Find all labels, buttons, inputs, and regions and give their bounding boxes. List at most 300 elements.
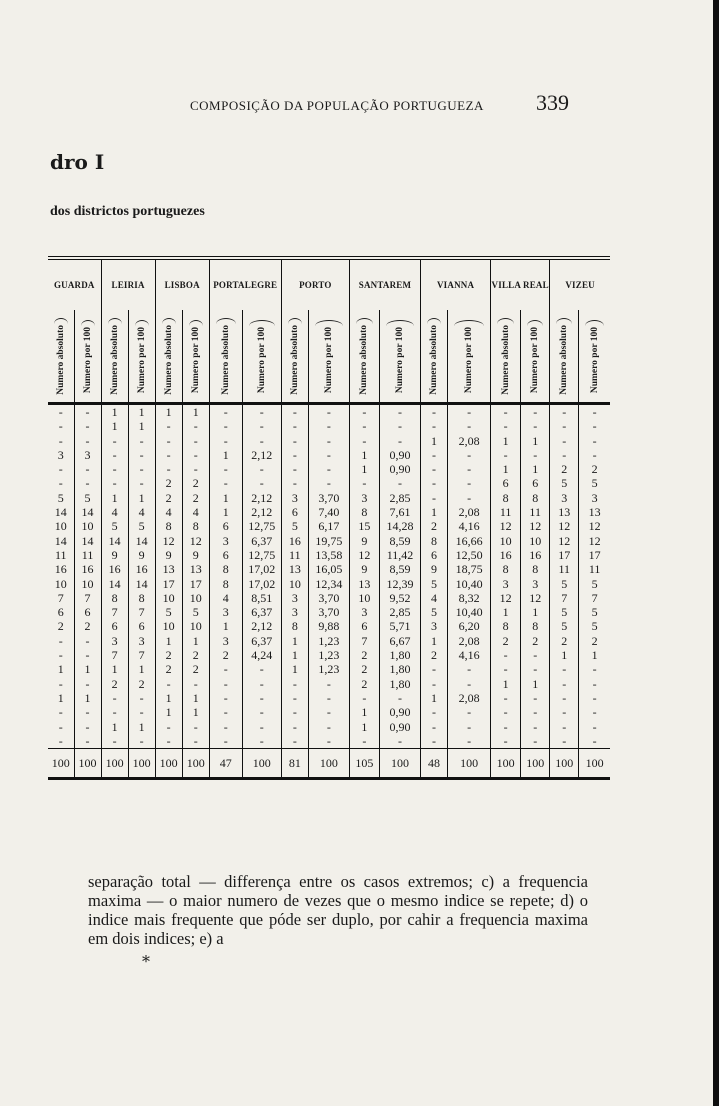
table-cell: - — [579, 662, 610, 676]
table-cell: 0,90 — [379, 705, 420, 719]
table-cell: 9,88 — [308, 619, 349, 633]
table-cell: - — [209, 662, 242, 676]
table-cell: 2,08 — [448, 505, 491, 519]
table-cell: 5 — [182, 605, 209, 619]
table-cell: 10 — [182, 619, 209, 633]
table-cell: 1,80 — [379, 662, 420, 676]
table-cell: - — [491, 734, 521, 749]
table-cell: 3 — [281, 605, 308, 619]
brace-mark — [380, 317, 420, 327]
column-header-label: Numero por 100 — [530, 326, 541, 394]
table-row — [48, 577, 610, 591]
table-cell: - — [74, 462, 101, 476]
table-cell: 2 — [349, 662, 379, 676]
table-cell: 11 — [550, 562, 579, 576]
table-cell: 8,59 — [379, 562, 420, 576]
table-cell: 3 — [101, 634, 128, 648]
table-row — [48, 720, 610, 734]
table-cell: - — [579, 677, 610, 691]
table-cell: 6,37 — [242, 634, 281, 648]
table-cell: 7 — [550, 591, 579, 605]
table-cell: 13,58 — [308, 548, 349, 562]
brace-mark — [48, 315, 74, 325]
table-cell: 16,66 — [448, 534, 491, 548]
table-cell: 7,40 — [308, 505, 349, 519]
table-cell: 5 — [550, 605, 579, 619]
table-cell: - — [155, 720, 182, 734]
table-cell: - — [74, 476, 101, 490]
table-cell: 2 — [579, 634, 610, 648]
column-header-absolute — [349, 310, 379, 404]
table-cell: 5 — [421, 577, 448, 591]
table-cell: 2 — [579, 462, 610, 476]
total-cell: 100 — [550, 749, 579, 779]
table-cell: 12 — [579, 519, 610, 533]
table-cell: 2 — [155, 491, 182, 505]
brace-mark — [102, 315, 128, 325]
table-cell: - — [308, 462, 349, 476]
table-cell: 5 — [550, 476, 579, 490]
table-cell: - — [491, 648, 521, 662]
brace-mark — [579, 317, 610, 327]
total-cell: 47 — [209, 749, 242, 779]
table-cell: 1 — [491, 605, 521, 619]
table-cell: 1 — [128, 491, 155, 505]
table-cell: 9 — [128, 548, 155, 562]
table-cell: 10 — [521, 534, 550, 548]
table-cell: 2,12 — [242, 448, 281, 462]
table-cell: 1 — [209, 491, 242, 505]
table-cell: 8 — [491, 619, 521, 633]
column-header-label: Numero absoluto — [359, 325, 370, 395]
table-cell: - — [521, 734, 550, 749]
table-cell: 8 — [521, 619, 550, 633]
table-cell: - — [448, 705, 491, 719]
table-cell: - — [448, 491, 491, 505]
table-cell: 4,24 — [242, 648, 281, 662]
table-subcaption: dos districtos portuguezes — [50, 204, 205, 219]
table-cell: - — [155, 677, 182, 691]
table-cell: 1 — [349, 448, 379, 462]
brace-mark — [448, 317, 490, 327]
table-cell: - — [155, 734, 182, 749]
table-cell: - — [58, 405, 63, 419]
table-cell: - — [579, 419, 610, 433]
table-cell: - — [550, 691, 579, 705]
table-cell: 17 — [155, 577, 182, 591]
table-cell: 2,85 — [379, 605, 420, 619]
table-cell: 4 — [421, 591, 448, 605]
table-row — [48, 619, 610, 633]
district-header: SANTAREM — [349, 258, 420, 310]
table-cell: - — [281, 720, 308, 734]
table-cell: 7 — [101, 648, 128, 662]
table-cell: 4 — [182, 505, 209, 519]
table-cell: 4,16 — [448, 519, 491, 533]
table-cell: - — [448, 462, 491, 476]
table-cell: 5 — [579, 476, 610, 490]
table-cell: - — [521, 648, 550, 662]
table-cell: 2 — [74, 619, 101, 633]
table-cell: - — [421, 662, 448, 676]
table-cell: - — [209, 677, 242, 691]
total-cell: 100 — [101, 749, 128, 779]
table-cell: - — [521, 691, 550, 705]
table-cell: - — [182, 434, 209, 448]
table-cell: 10 — [155, 619, 182, 633]
table-cell: - — [281, 705, 308, 719]
table-cell: 1 — [128, 662, 155, 676]
table-row — [48, 476, 610, 490]
table-row — [48, 648, 610, 662]
table-cell: 5 — [579, 577, 610, 591]
table-cell: 3 — [209, 605, 242, 619]
table-cell: 4,16 — [448, 648, 491, 662]
table-cell: - — [74, 677, 101, 691]
table-row — [48, 591, 610, 605]
table-cell: - — [58, 633, 63, 648]
district-table — [48, 256, 610, 780]
table-cell: - — [281, 448, 308, 462]
table-cell: - — [349, 734, 379, 749]
total-cell: 100 — [155, 749, 182, 779]
table-cell: 1 — [421, 691, 448, 705]
table-cell: - — [74, 705, 101, 719]
table-cell: 5,71 — [379, 619, 420, 633]
table-cell: - — [491, 720, 521, 734]
table-cell: - — [421, 404, 448, 420]
table-cell: 1 — [349, 720, 379, 734]
table-cell: 1 — [101, 720, 128, 734]
table-cell: - — [308, 476, 349, 490]
brace-mark — [282, 315, 308, 325]
table-row — [48, 534, 610, 548]
table-cell: - — [281, 404, 308, 420]
table-cell: 12,50 — [448, 548, 491, 562]
table-cell: 1 — [182, 691, 209, 705]
table-cell: 1 — [182, 404, 209, 420]
table-cell: 3 — [74, 448, 101, 462]
table-cell: - — [448, 720, 491, 734]
table-cell: - — [242, 434, 281, 448]
district-header: PORTO — [281, 258, 349, 310]
table-cell: 1 — [209, 505, 242, 519]
table-cell: 1 — [128, 419, 155, 433]
table-cell: - — [550, 734, 579, 749]
table-cell: 1 — [521, 677, 550, 691]
table-row — [48, 462, 610, 476]
table-cell: 8 — [209, 577, 242, 591]
table-cell: 5 — [101, 519, 128, 533]
table-cell: - — [58, 676, 63, 691]
table-cell: - — [281, 734, 308, 749]
table-cell: - — [128, 476, 155, 490]
table-cell: - — [101, 462, 128, 476]
table-cell: 6 — [57, 605, 64, 620]
table-cell: 9 — [349, 534, 379, 548]
table-cell: 1 — [521, 434, 550, 448]
table-cell: - — [521, 448, 550, 462]
table-cell: 1 — [421, 505, 448, 519]
footnote-mark: * — [142, 952, 150, 971]
table-cell: 19,75 — [308, 534, 349, 548]
table-cell: 2 — [182, 648, 209, 662]
table-cell: 7 — [101, 605, 128, 619]
table-cell: - — [421, 448, 448, 462]
table-cell: 10 — [54, 576, 67, 591]
table-cell: 0,90 — [379, 462, 420, 476]
table-cell: 2 — [421, 519, 448, 533]
table-cell: - — [579, 720, 610, 734]
table-cell: 3 — [128, 634, 155, 648]
table-cell: - — [74, 634, 101, 648]
table-row — [48, 404, 610, 420]
total-cell: 100 — [182, 749, 209, 779]
table-cell: - — [281, 691, 308, 705]
table-cell: 3 — [421, 619, 448, 633]
table-row — [48, 662, 610, 676]
column-header-absolute — [281, 310, 308, 404]
table-cell: - — [379, 734, 420, 749]
table-cell: 6,37 — [242, 605, 281, 619]
table-row — [48, 548, 610, 562]
table-cell: - — [448, 677, 491, 691]
table-cell: 2 — [57, 619, 64, 634]
brace-mark — [183, 317, 209, 327]
table-cell: 13 — [155, 562, 182, 576]
total-cell: 100 — [242, 749, 281, 779]
table-cell: 10,40 — [448, 577, 491, 591]
table-cell: 1 — [349, 705, 379, 719]
table-cell: - — [491, 691, 521, 705]
table-cell: - — [421, 677, 448, 691]
table-cell: 7 — [128, 648, 155, 662]
table-cell: - — [308, 720, 349, 734]
table-cell: 12 — [550, 534, 579, 548]
table-cell: 12 — [521, 519, 550, 533]
table-cell: 1 — [349, 462, 379, 476]
table-cell: 1 — [281, 662, 308, 676]
table-cell: - — [101, 705, 128, 719]
table-cell: 2 — [182, 662, 209, 676]
table-cell: - — [421, 491, 448, 505]
table-cell: 8 — [101, 591, 128, 605]
table-cell: - — [182, 419, 209, 433]
total-cell: 100 — [448, 749, 491, 779]
table-row — [48, 562, 610, 576]
table-row — [48, 691, 610, 705]
table-cell: 10 — [54, 519, 67, 534]
table-row — [48, 705, 610, 719]
table-cell: - — [128, 462, 155, 476]
table-cell: - — [209, 720, 242, 734]
table-row — [48, 434, 610, 448]
table-cell: 2 — [349, 677, 379, 691]
table-cell: 8 — [182, 519, 209, 533]
column-header-absolute — [48, 310, 74, 404]
table-cell: 4 — [209, 591, 242, 605]
table-cell: - — [349, 419, 379, 433]
table-cell: 4 — [128, 505, 155, 519]
brace-mark — [210, 315, 242, 325]
district-header: PORTALEGRE — [209, 258, 281, 310]
table-cell: 6,17 — [308, 519, 349, 533]
table-cell: 10 — [74, 519, 101, 533]
table-cell: 6 — [128, 619, 155, 633]
table-cell: 11 — [521, 505, 550, 519]
table-cell: 16 — [491, 548, 521, 562]
table-cell: 3 — [349, 491, 379, 505]
table-cell: - — [242, 462, 281, 476]
table-cell: 5 — [579, 605, 610, 619]
table-cell: - — [379, 419, 420, 433]
table-cell: 6 — [281, 505, 308, 519]
column-header-label: Numero por 100 — [136, 326, 147, 394]
table-cell: - — [281, 462, 308, 476]
table-cell: 2 — [521, 634, 550, 648]
district-header: VILLA REAL — [491, 258, 550, 310]
table-cell: 8 — [521, 491, 550, 505]
table-cell: - — [550, 404, 579, 420]
table-cell: - — [379, 476, 420, 490]
table-cell: 0,90 — [379, 448, 420, 462]
table-cell: - — [579, 734, 610, 749]
table-cell: - — [242, 677, 281, 691]
table-cell: 1 — [421, 634, 448, 648]
table-cell: - — [74, 434, 101, 448]
column-header-row — [48, 310, 610, 404]
table-cell: 8 — [209, 562, 242, 576]
table-cell: - — [58, 419, 63, 434]
table-cell: 3 — [57, 447, 64, 462]
table-cell: - — [242, 476, 281, 490]
table-cell: - — [128, 691, 155, 705]
column-header-percent — [521, 310, 550, 404]
table-cell: - — [421, 705, 448, 719]
column-header-label: Numero por 100 — [323, 326, 334, 394]
table-cell: - — [58, 719, 63, 734]
table-cell: 12,75 — [242, 548, 281, 562]
table-cell: 2 — [209, 648, 242, 662]
total-cell: 100 — [48, 749, 74, 779]
table-cell: - — [491, 705, 521, 719]
table-cell: 1,23 — [308, 648, 349, 662]
table-cell: - — [209, 476, 242, 490]
table-cell: - — [579, 705, 610, 719]
table-cell: 11 — [491, 505, 521, 519]
table-cell: - — [421, 419, 448, 433]
table-cell: 10 — [349, 591, 379, 605]
table-cell: - — [521, 419, 550, 433]
table-cell: 14 — [101, 577, 128, 591]
table-cell: 1 — [101, 662, 128, 676]
table-cell: - — [58, 433, 63, 448]
table-cell: 3,70 — [308, 491, 349, 505]
brace-mark — [75, 317, 101, 327]
table-cell: - — [281, 434, 308, 448]
table-cell: - — [74, 404, 101, 420]
table-cell: 14 — [128, 577, 155, 591]
table-cell: - — [58, 648, 63, 663]
district-header-row — [48, 258, 610, 310]
table-cell: 2 — [349, 648, 379, 662]
table-cell: - — [101, 476, 128, 490]
table-cell: 17 — [182, 577, 209, 591]
table-cell: 13 — [349, 577, 379, 591]
table-cell: - — [579, 691, 610, 705]
table-cell: 2,12 — [242, 491, 281, 505]
brace-mark — [521, 317, 549, 327]
table-cell: 12 — [491, 519, 521, 533]
table-cell: 16 — [101, 562, 128, 576]
district-header: VIZEU — [550, 258, 610, 310]
table-cell: 1,23 — [308, 634, 349, 648]
table-cell: 1 — [57, 662, 64, 677]
table-cell: 7,61 — [379, 505, 420, 519]
table-cell: - — [491, 419, 521, 433]
total-cell: 100 — [128, 749, 155, 779]
table-cell: - — [550, 419, 579, 433]
table-cell: 10 — [182, 591, 209, 605]
table-cell: 1,80 — [379, 677, 420, 691]
table-cell: 3 — [579, 491, 610, 505]
table-cell: 9,52 — [379, 591, 420, 605]
table-cell: 13 — [550, 505, 579, 519]
table-cell: 12 — [521, 591, 550, 605]
table-cell: 10 — [281, 577, 308, 591]
table-cell: 6 — [209, 548, 242, 562]
table-cell: 1 — [209, 448, 242, 462]
table-cell: 2 — [550, 462, 579, 476]
page-edge — [713, 0, 719, 1106]
table-cell: - — [421, 720, 448, 734]
table-cell: 8,32 — [448, 591, 491, 605]
table-cell: 1 — [491, 462, 521, 476]
total-cell: 100 — [521, 749, 550, 779]
column-header-percent — [579, 310, 610, 404]
brace-mark — [243, 317, 281, 327]
table-cell: 12,34 — [308, 577, 349, 591]
running-title: COMPOSIÇÃO DA POPULAÇÃO PORTUGUEZA — [190, 98, 484, 113]
table-cell: 18,75 — [448, 562, 491, 576]
table-cell: - — [448, 404, 491, 420]
table-cell: 1 — [182, 634, 209, 648]
table-cell: - — [209, 404, 242, 420]
table-cell: 15 — [349, 519, 379, 533]
table-cell: - — [579, 434, 610, 448]
table-cell: 13 — [182, 562, 209, 576]
table-cell: - — [421, 734, 448, 749]
table-cell: 16 — [281, 534, 308, 548]
totals-row — [48, 749, 610, 779]
table-cell: - — [491, 662, 521, 676]
table-cell: - — [58, 733, 63, 748]
table-cell: 5 — [579, 619, 610, 633]
column-header-label: Numero por 100 — [256, 326, 267, 394]
total-cell: 100 — [308, 749, 349, 779]
table-cell: 17 — [579, 548, 610, 562]
table-cell: 12,75 — [242, 519, 281, 533]
total-cell: 100 — [579, 749, 610, 779]
table-cell: - — [379, 434, 420, 448]
table-cell: 2 — [101, 677, 128, 691]
table-cell: 12 — [491, 591, 521, 605]
table-cell: - — [58, 705, 63, 720]
table-cell: - — [308, 448, 349, 462]
total-cell: 100 — [74, 749, 101, 779]
column-header-absolute — [421, 310, 448, 404]
table-cell: 2 — [421, 648, 448, 662]
